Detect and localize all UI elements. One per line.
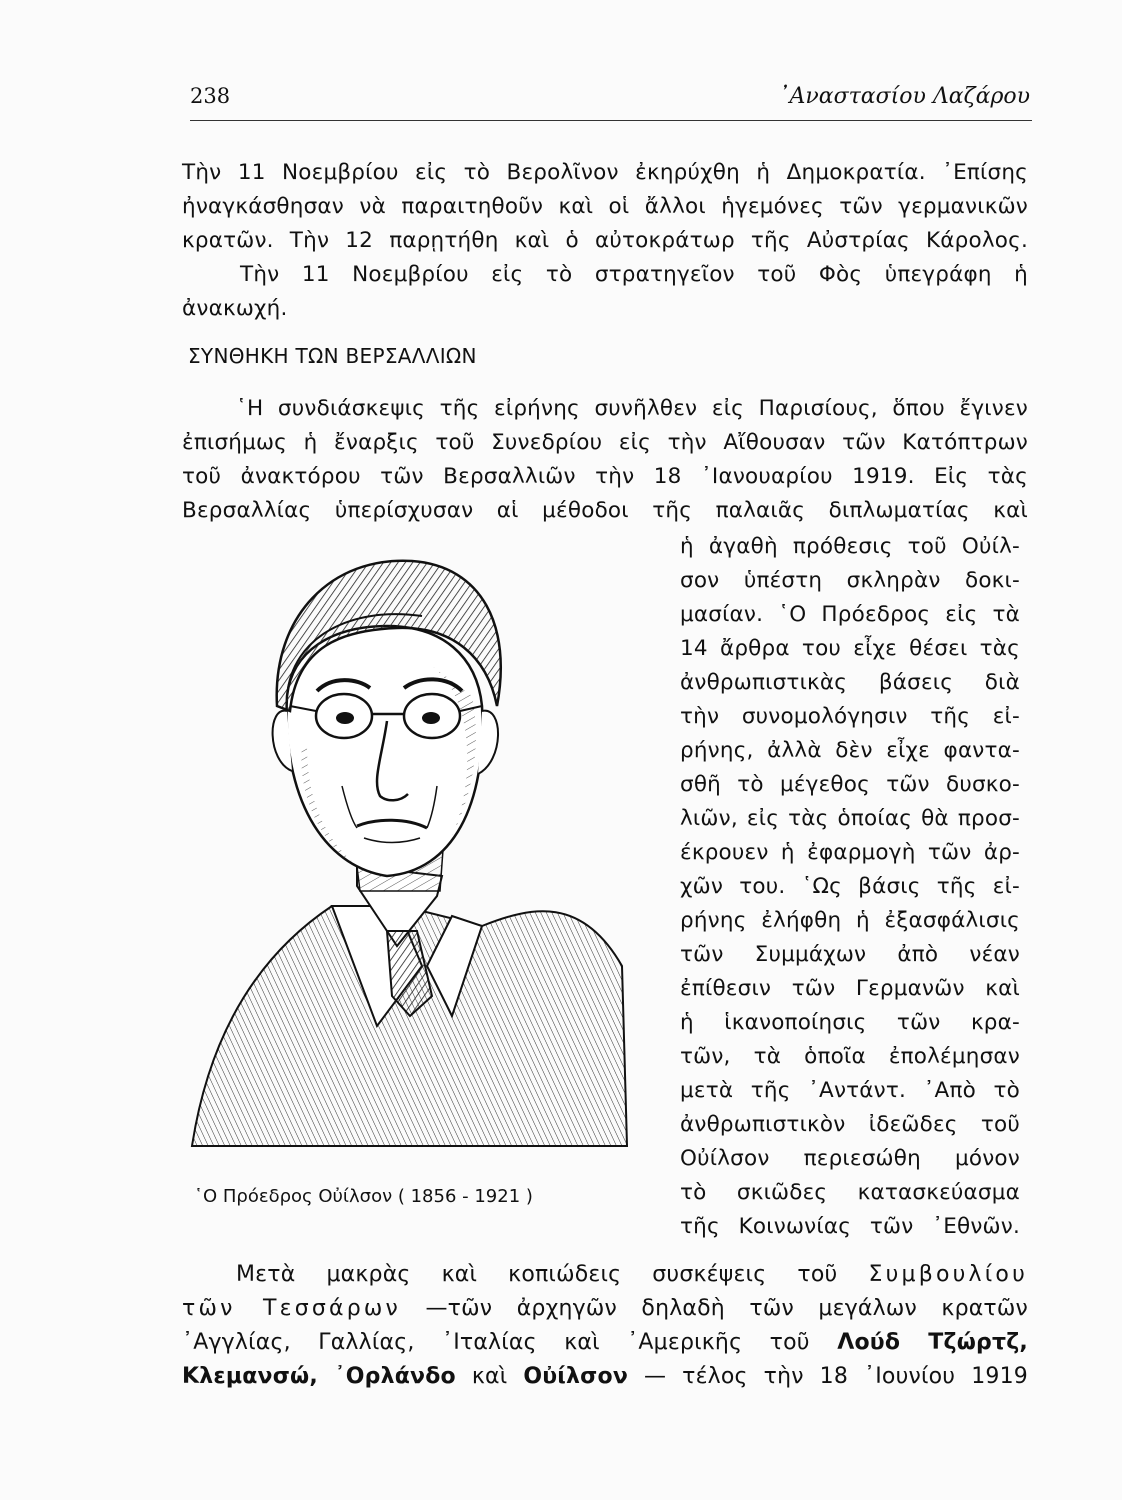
page-number: 238 <box>190 84 231 108</box>
paragraph-line: Τὴν 11 Νοεμβρίου εἰς τὸ Βερολῖνον ἐκηρύχθη ἡ Δημοκρατία. ᾿Επίσης <box>182 160 1028 185</box>
text-span: Συμβουλίου <box>868 1262 1028 1287</box>
column-line: ρήνης ἐλήφθη ἡ ἐξασφάλισις <box>680 908 1020 933</box>
paragraph-line: ἠναγκάσθησαν νὰ παραιτηθοῦν καὶ οἱ ἄλλοι ἡγεμόνες τῶν γερμανικῶν <box>182 194 1028 219</box>
column-line: ἀνθρωπιστικὸν ἰδεῶδες τοῦ <box>680 1112 1020 1137</box>
header-rule <box>190 120 1032 121</box>
column-line: τὸ σκιῶδες κατασκεύασμα <box>680 1180 1020 1205</box>
column-line: ἡ ἀγαθὴ πρόθεσις τοῦ Οὐίλ- <box>680 534 1020 559</box>
paragraph-line: ῾Η συνδιάσκεψις τῆς εἰρήνης συνῆλθεν εἰς Παρισίους, ὅπου ἔγινεν <box>236 396 1028 421</box>
paragraph-line: ἐπισήμως ἡ ἔναρξις τοῦ Συνεδρίου εἰς τὴν Αἴθουσαν τῶν Κατόπτρων <box>182 430 1028 455</box>
column-line: Οὐίλσον περιεσώθη μόνον <box>680 1146 1020 1171</box>
bold-name: Οὐίλσον <box>523 1364 628 1389</box>
running-title: ᾿Αναστασίου Λαζάρου <box>778 84 1030 109</box>
text-span: καὶ <box>471 1364 508 1389</box>
paragraph-line: τοῦ ἀνακτόρου τῶν Βερσαλλιῶν τὴν 18 ᾿Ιανουαρίου 1919. Εἰς τὰς <box>182 464 1028 489</box>
text-span: — τέλος τὴν 18 ᾿Ιουνίου 1919 <box>643 1364 1028 1389</box>
text-span: Μετὰ μακρὰς καὶ κοπιώδεις συσκέψεις τοῦ <box>236 1262 838 1287</box>
bold-name: Λούδ Τζώρτζ, <box>837 1330 1028 1355</box>
paragraph-line: Τὴν 11 Νοεμβρίου εἰς τὸ στρατηγεῖον τοῦ Φὸς ὑπεγράφη ἡ <box>240 262 1028 287</box>
figure-caption: ῾Ο Πρόεδρος Οὐίλσον ( 1856 - 1921 ) <box>194 1186 533 1207</box>
column-line: λιῶν, εἰς τὰς ὁποίας θὰ προσ- <box>680 806 1020 831</box>
text-span: τῶν Τεσσάρων <box>182 1296 402 1321</box>
paragraph-line: ἀνακωχή. <box>182 296 288 321</box>
column-line: ἀνθρωπιστικὰς βάσεις διὰ <box>680 670 1020 695</box>
bold-name: Κλεμανσώ, ᾿Ορλάνδο <box>182 1364 456 1389</box>
column-line: χῶν του. ῾Ως βάσις τῆς εἰ- <box>680 874 1020 899</box>
paragraph-line <box>182 1296 1028 1321</box>
column-line: ρήνης, ἀλλὰ δὲν εἶχε φαντα- <box>680 738 1020 763</box>
text-span: ᾿Αγγλίας, Γαλλίας, ᾿Ιταλίας καὶ ᾿Αμερικῆς τοῦ <box>182 1330 810 1355</box>
column-line: ἐπίθεσιν τῶν Γερμανῶν καὶ <box>680 976 1020 1001</box>
section-heading: ΣΥΝΘΗΚΗ ΤΩΝ ΒΕΡΣΑΛΛΙΩΝ <box>188 344 477 368</box>
paragraph-line <box>182 1364 1028 1389</box>
column-line: τῶν Συμμάχων ἀπὸ νέαν <box>680 942 1020 967</box>
paragraph-line <box>182 1330 1028 1355</box>
column-line: τῆς Κοινωνίας τῶν ᾿Εθνῶν. <box>680 1214 1020 1239</box>
column-line: ἡ ἱκανοποίησις τῶν κρα- <box>680 1010 1020 1035</box>
paragraph-line: Βερσαλλίας ὑπερίσχυσαν αἱ μέθοδοι τῆς παλαιᾶς διπλωματίας καὶ <box>182 498 1028 523</box>
column-line: έκρουεν ἡ ἐφαρμογὴ τῶν ἀρ- <box>680 840 1020 865</box>
column-line: τὴν συνομολόγησιν τῆς εἰ- <box>680 704 1020 729</box>
column-line: σθῆ τὸ μέγεθος τῶν δυσκο- <box>680 772 1020 797</box>
text-span: —τῶν ἀρχηγῶν δηλαδὴ τῶν μεγάλων κρατῶν <box>425 1296 1028 1321</box>
column-line: μασίαν. ῾Ο Πρόεδρος εἰς τὰ <box>680 602 1020 627</box>
paragraph-line: κρατῶν. Τὴν 12 παρῃτήθη καὶ ὁ αὐτοκράτωρ τῆς Αὐστρίας Κάρολος. <box>182 228 1028 253</box>
page-header <box>190 84 1030 114</box>
portrait-illustration <box>182 546 632 1181</box>
column-line: σον ὑπέστη σκληρὰν δοκι- <box>680 568 1020 593</box>
paragraph-line <box>236 1262 1028 1287</box>
column-line: μετὰ τῆς ᾿Αντάντ. ᾿Απὸ τὸ <box>680 1078 1020 1103</box>
column-line: 14 ἄρθρα του εἶχε θέσει τὰς <box>680 636 1020 661</box>
column-line: τῶν, τὰ ὁποῖα ἐπολέμησαν <box>680 1044 1020 1069</box>
